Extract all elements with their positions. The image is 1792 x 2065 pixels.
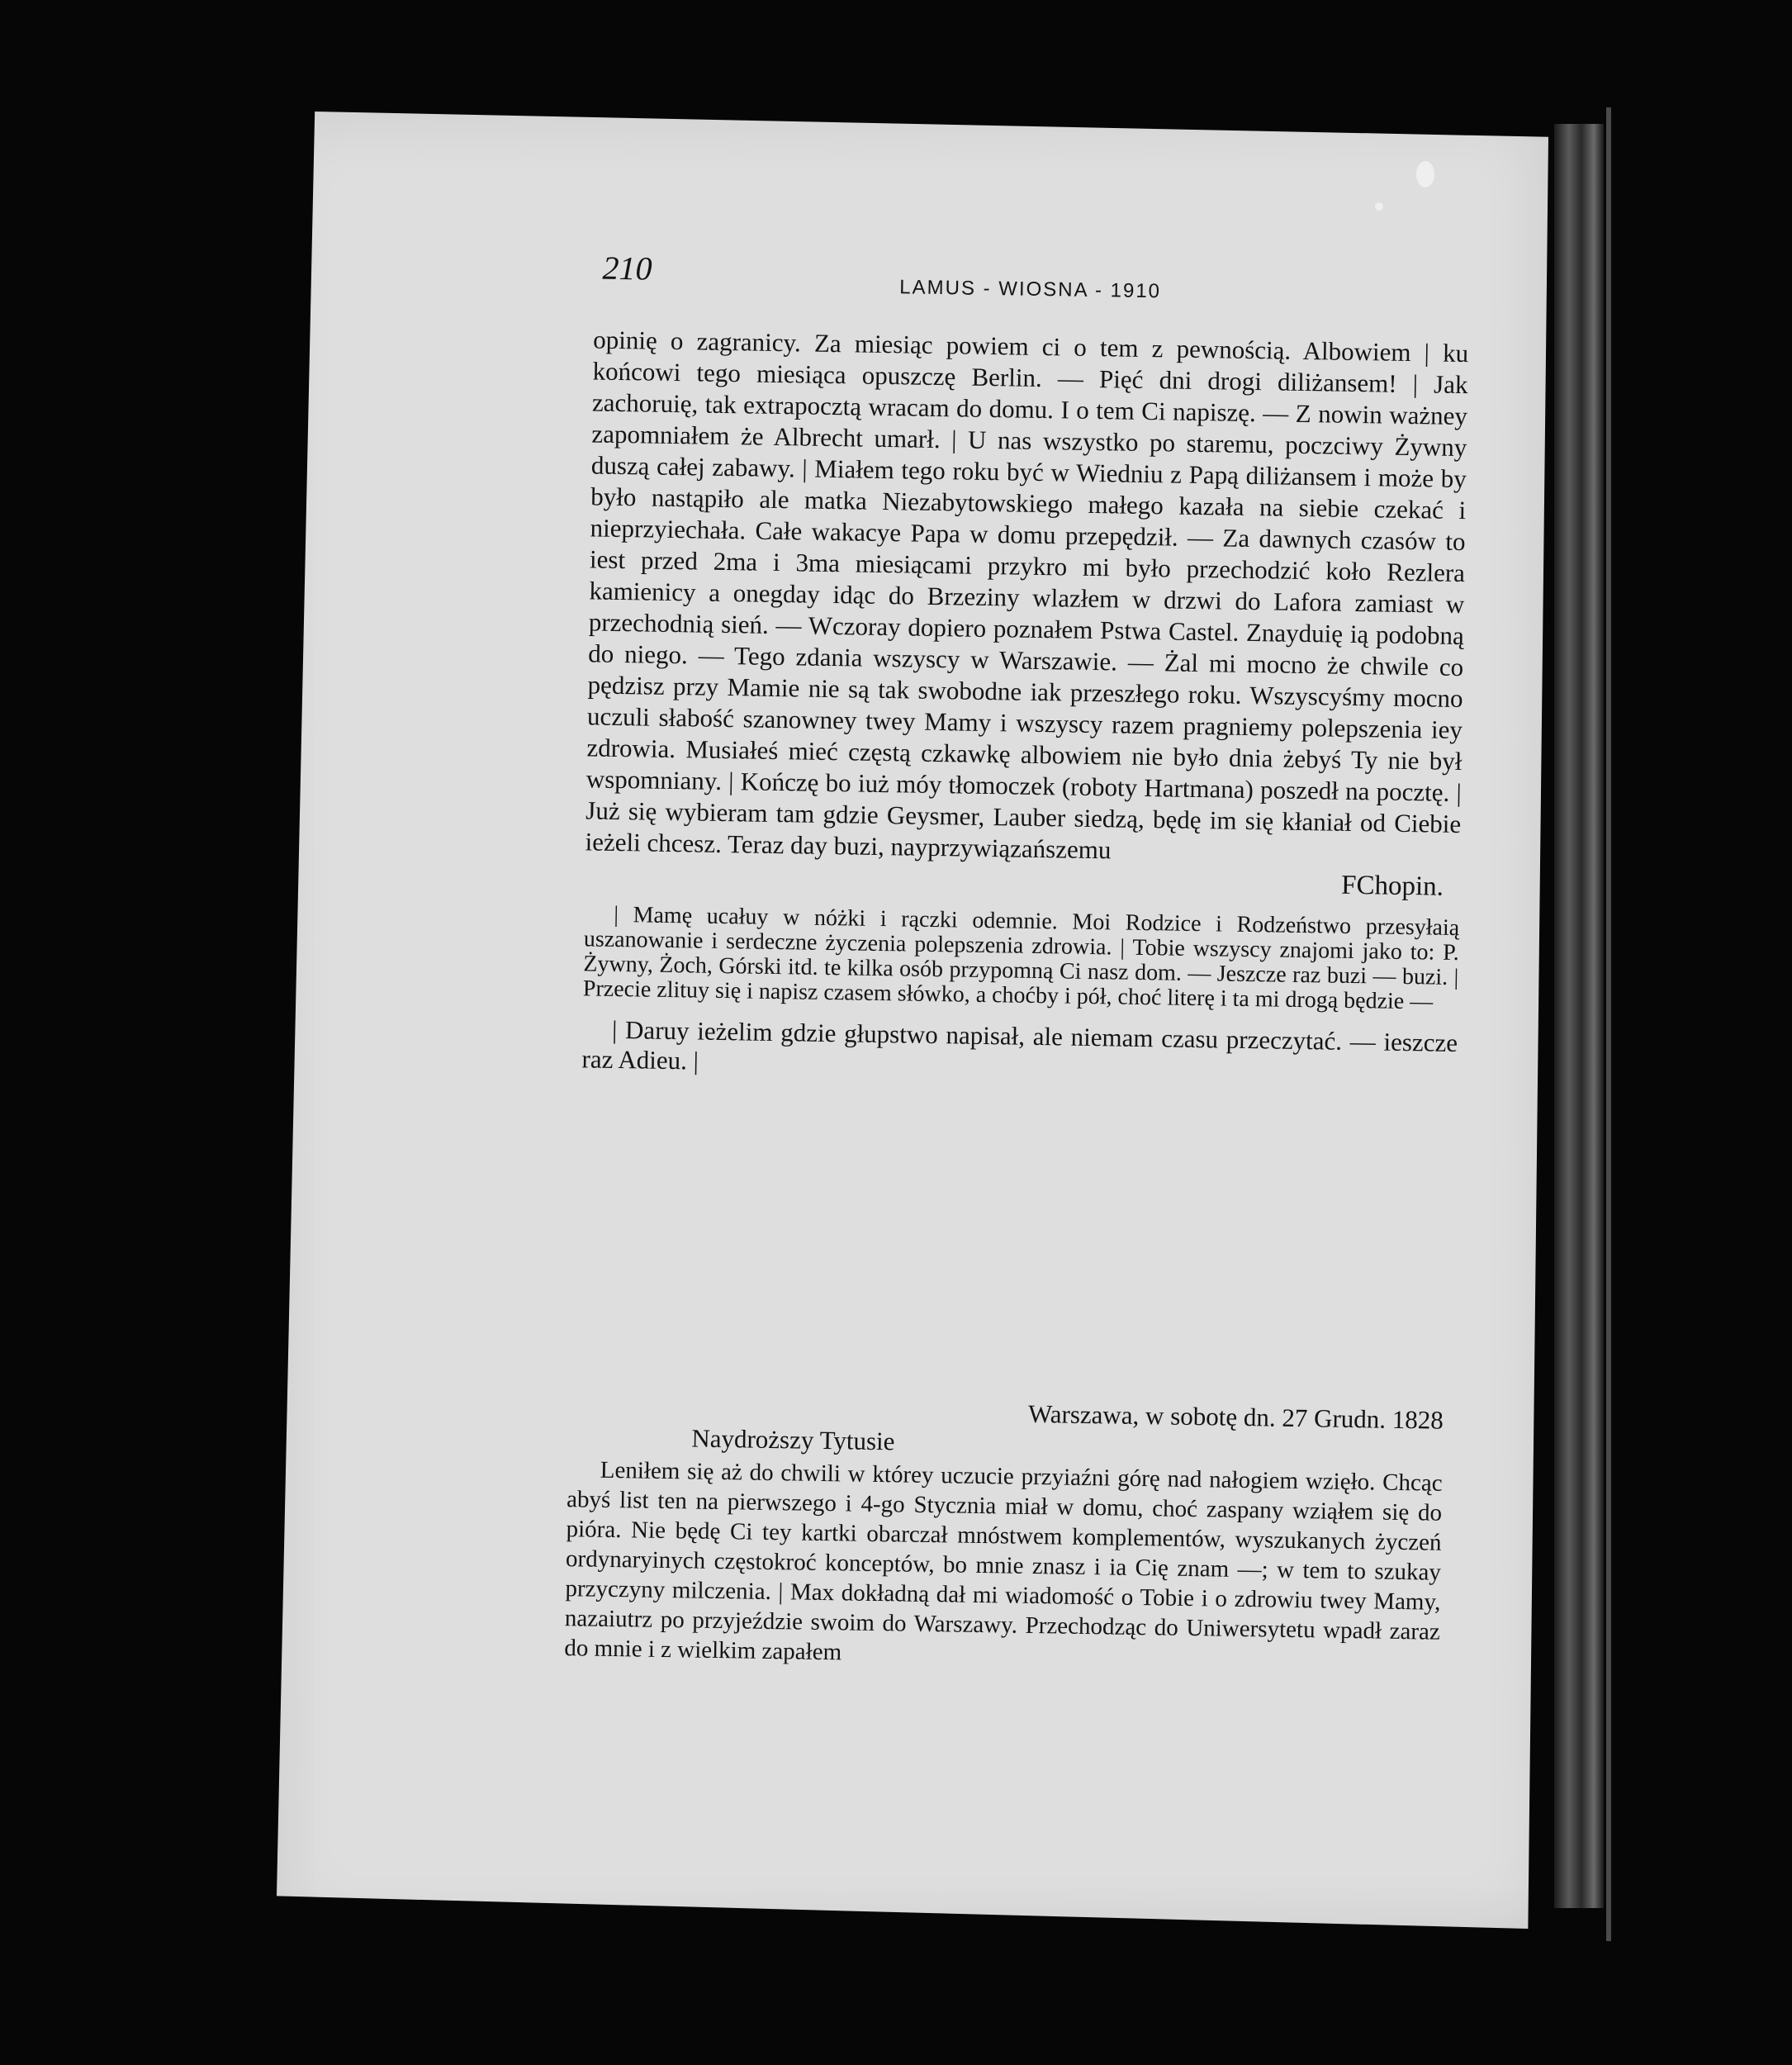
book-spine-edge bbox=[1606, 107, 1611, 1941]
page-speck bbox=[1375, 202, 1383, 211]
letter-second-body: Leniłem się aż do chwili w którey uczucie przyiaźni górę nad nałogiem wzięło. Chcąc abyś list ten na pierwszego i 4-go Stycznia miał w domu, choć zaspany wziąłem się do pióra. Nie będę Ci tey kartki obarczał mnóstwem komplementów, wyszukanych życzeń ordynaryinych częstokroć konceptów, bo mnie znasz i ia Cię znam —; w tem to szukay przyczyny milczenia. | Max dokładną dał mi wiadomość o Tobie i o zdrowiu twey Mamy, nazaiutrz po przyjeździe swoim do Warszawy. Przechodząc do Uniwersytetu wpadł zaraz do mnie i z wielkim zapałem bbox=[564, 1456, 1443, 1666]
letter-first-body: opinię o zagranicy. Za miesiąc powiem ci o tem z pewnością. Albowiem | ku końcowi tego miesiąca opuszczę Berlin. — Pięć dni drogi diliżansem! | Jak zachoruię, tak extrapocztą wracam do domu. I o tem Ci napiszę. — Z nowin ważney zapomniałem że Albrecht umarł. | U nas wszystko po staremu, poczciwy Żywny duszą całej zabawy. | Miałem tego roku być w Wiedniu z Papą diliżansem i może by było nastąpiło ale matka Niezabytowskiego małego kazała na siebie czekać i nieprzyiechała. Całe wakacye Papa w domu przepędził. — Za dawnych czasów to iest przed 2ma i 3ma miesiącami przykro mi było przechodzić koło Rezlera kamienicy a onegday idąc do Brzeziny wlazłem w drzwi do Lafora zamiast w przechodnią sień. — Wczoray dopiero poznałem Pstwa Castel. Znayduię ią podobną do niego. — Tego zdania wszyscy w Warszawie. — Żal mi mocno że chwile co pędzisz przy Mamie nie są tak swobodne iak przeszłego roku. Wszyscyśmy mocno uczuli słabość szanowney twey Mamy i wszyscy razem pragniemy polepszenia iey zdrowia. Musiałeś mieć częstą czkawkę albowiem nie było dnia żebyś Ty nie był wspomniany. | Kończę bo iuż móy tłomoczek (roboty Hartmana) poszedł na pocztę. | Już się wybieram tam gdzie Geysmer, Lauber siedzą, będę im się kłaniał od Ciebie ieżeli chcesz. Teraz day buzi, nayprzywiązańszemu bbox=[585, 325, 1469, 865]
letter-postscript: | Mamę ucałuy w nóżki i rączki odemnie. Moi Rodzice i Rodzeństwo przesyłaią uszanowanie i serdeczne życzenia polepszenia zdrowia. | Tobie wszyscy znajomi jako to: P. Żywny, Żoch, Górski itd. te kilka osób przypomną Ci nasz dom. — Jeszcze raz buzi — buzi. | Przecie zlituy się i napisz czasem słówko, a choćby i pół, choć literę i ta mi drogą będzie — bbox=[582, 901, 1460, 1015]
letter-dateline: Warszawa, w sobotę dn. 27 Grudn. 1828 bbox=[1027, 1398, 1444, 1435]
page-speck bbox=[1416, 161, 1434, 188]
letter-postscript-second: | Daruy ieżelim gdzie głupstwo napisał, ale niemam czasu przeczytać. — ieszcze raz Adieu. | bbox=[581, 1014, 1458, 1075]
book-spine bbox=[1554, 124, 1604, 1908]
page-content bbox=[547, 248, 1470, 1749]
running-head: LAMUS - WIOSNA - 1910 bbox=[899, 276, 1162, 303]
letter-second bbox=[564, 1392, 1444, 1677]
letter-signature: FChopin. bbox=[1340, 870, 1444, 902]
letter-salutation: Naydroższy Tytusie bbox=[691, 1423, 895, 1456]
page-number: 210 bbox=[602, 249, 652, 287]
letter-first bbox=[581, 324, 1468, 1088]
